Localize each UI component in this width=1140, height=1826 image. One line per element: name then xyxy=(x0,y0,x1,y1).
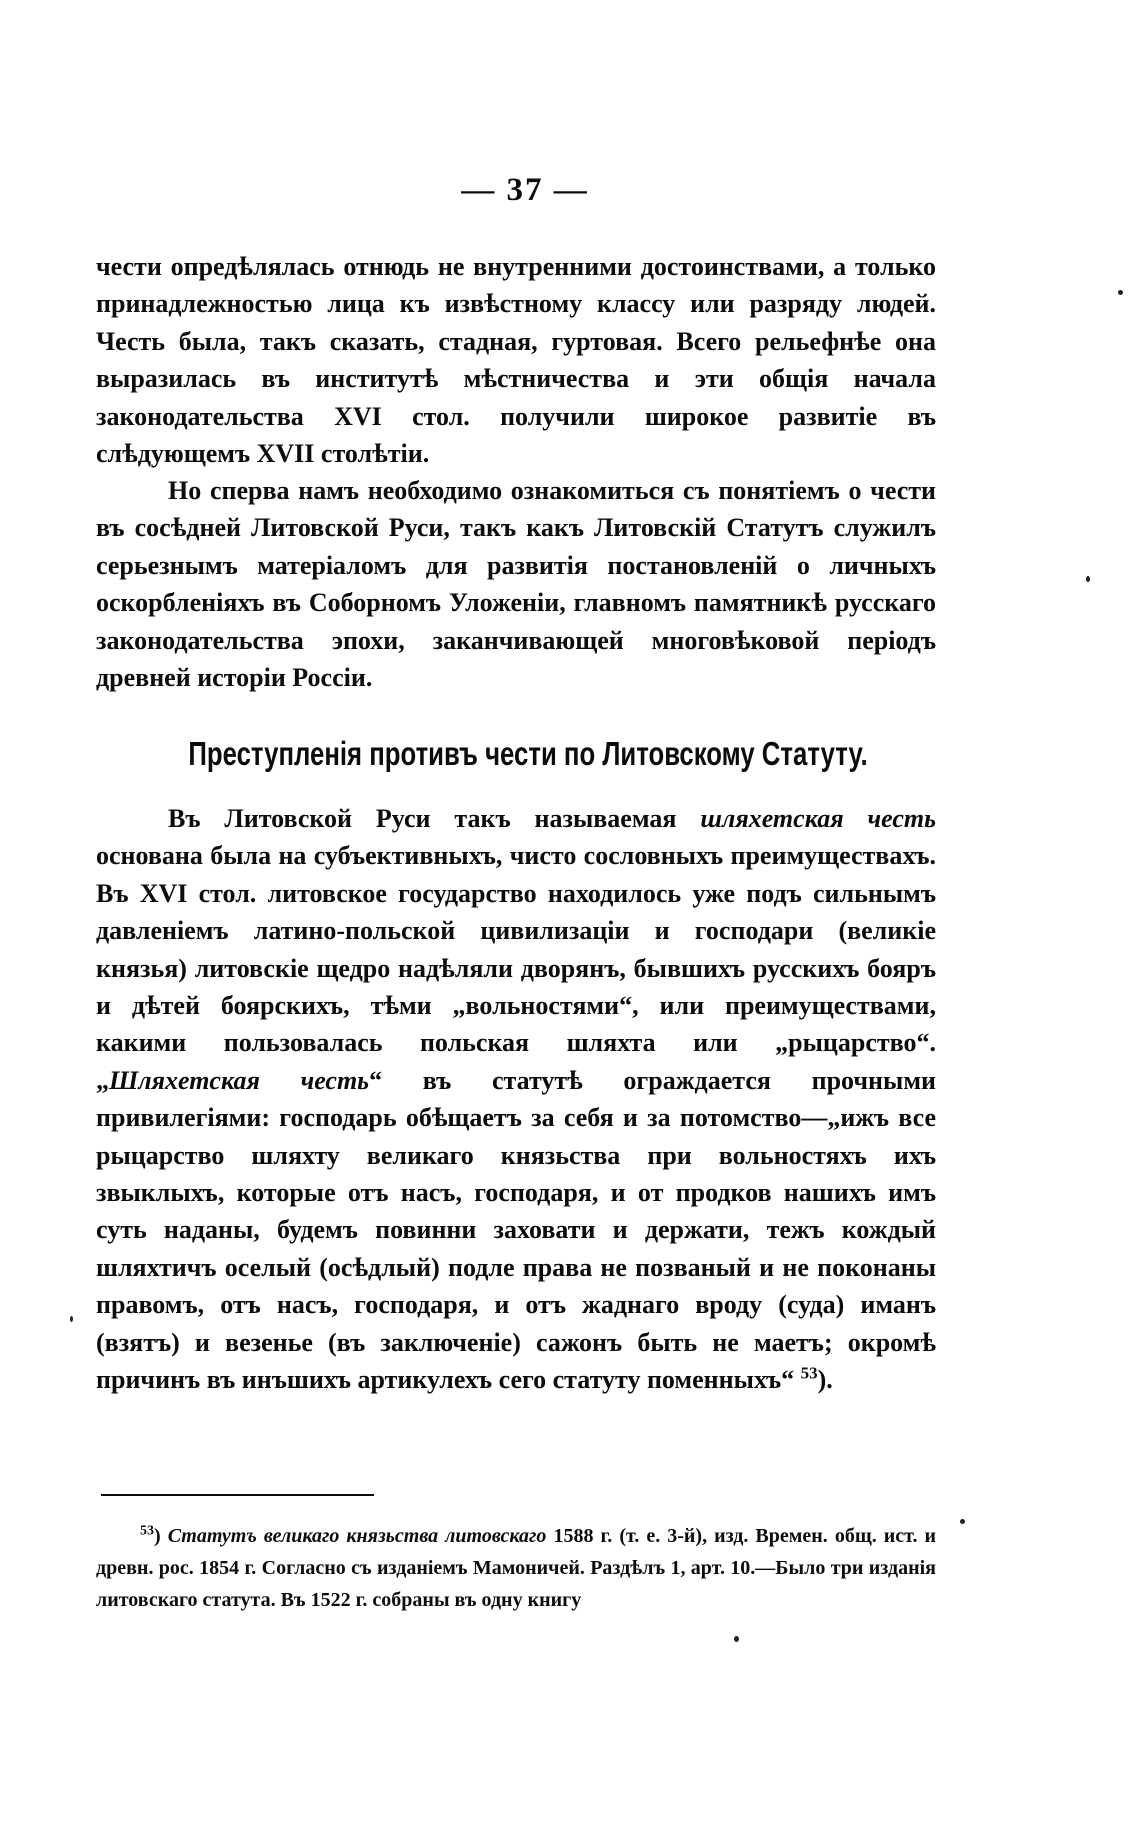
body-paragraph-3 xyxy=(96,800,936,1399)
italic-term: шляхетская честь xyxy=(700,804,937,833)
footnote-title: Статутъ великаго князьства литовскаго xyxy=(167,1525,547,1547)
scan-speck xyxy=(734,1636,739,1642)
footnote-paren: ) xyxy=(154,1525,168,1547)
text-run: “ въ статутѣ ограждается прочными привилегіями: господарь обѣщаетъ за себя и за потомство—„ижъ все рыцарство шляхту великаго князьства при вольностяхъ ихъ звыклыхъ, которые отъ насъ, господаря, и от продков нашихъ имъ суть наданы, будемъ повинни заховати и держати, тежъ кождый шляхтичъ оселый (осѣдлый) подле права не позваный и не поконаны правомъ, отъ насъ, господаря, и отъ жаднаго вроду (суда) иманъ (взятъ) и везенье (въ заключеніе) сажонъ быть не маетъ; окромѣ причинъ въ инъшихъ артикулехъ сего статуту поменныхъ“ xyxy=(96,1065,937,1395)
scan-speck xyxy=(1086,576,1090,582)
footnote xyxy=(96,1520,936,1616)
footnote-marker: 53 xyxy=(140,1523,154,1539)
paragraph-text: чести опредѣлялась отнюдь не внутренними достоинствами, а только принадлежностью лица къ извѣстному классу или разряду людей. Честь была, такъ сказать, стадная, гуртовая. Всего рельефнѣе она выразилась въ институтѣ мѣстничества и эти общія начала законодательства XVI стол. получили широкое развитіе въ слѣдующемъ XVII столѣтіи. xyxy=(96,252,936,469)
footnote-text: 1588 г. (т. е. 3-й), изд. Времен. общ. ист. и древн. рос. 1854 г. Согласно съ изданіемъ Мамоничей. Раздѣлъ 1, арт. 10.—Было три изданія литовскаго статута. Въ 1522 г. собраны въ одну книгу xyxy=(96,1525,936,1611)
scan-speck xyxy=(1118,290,1123,295)
paragraph-text: Но сперва намъ необходимо ознакомиться съ понятіемъ о чести въ сосѣдней Литовской Руси, такъ какъ Литовскій Статутъ служилъ серьезнымъ матеріаломъ для развитія постановленій о личныхъ оскорбленіяхъ въ Соборномъ Уложеніи, главномъ памятникѣ русскаго законодательства эпохи, заканчивающей многовѣковой періодъ древней исторіи Россіи. xyxy=(96,476,936,693)
text-run: Въ Литовской Руси такъ называемая xyxy=(168,804,701,833)
footnote-divider xyxy=(101,1494,374,1496)
page-number: — 37 — xyxy=(461,172,589,208)
footnote-reference[interactable]: 53 xyxy=(800,1363,818,1383)
scan-speck xyxy=(70,1316,73,1322)
text-run: ). xyxy=(817,1365,833,1395)
body-paragraph-2 xyxy=(96,472,936,696)
italic-term: Шляхетская честь xyxy=(109,1065,370,1095)
section-heading: Преступленія противъ чести по Литовскому Статуту. xyxy=(188,735,868,772)
text-run: основана была на субъективныхъ, чисто сословныхъ преимуществахъ. Въ XVI стол. литовское государство находилось уже подъ сильнымъ давленіемъ латино-польской цивилизаціи и господари (великіе князья) литовскіе щедро надѣляли дворянъ, бывшихъ русскихъ бояръ и дѣтей боярскихъ, тѣми „вольностями“, или преимуществами, какими пользовалась польская шляхта или „рыцарство“. „ xyxy=(96,841,936,1095)
paragraph-text xyxy=(96,800,936,1399)
scan-speck xyxy=(960,1519,965,1524)
body-paragraph-1 xyxy=(96,248,936,472)
